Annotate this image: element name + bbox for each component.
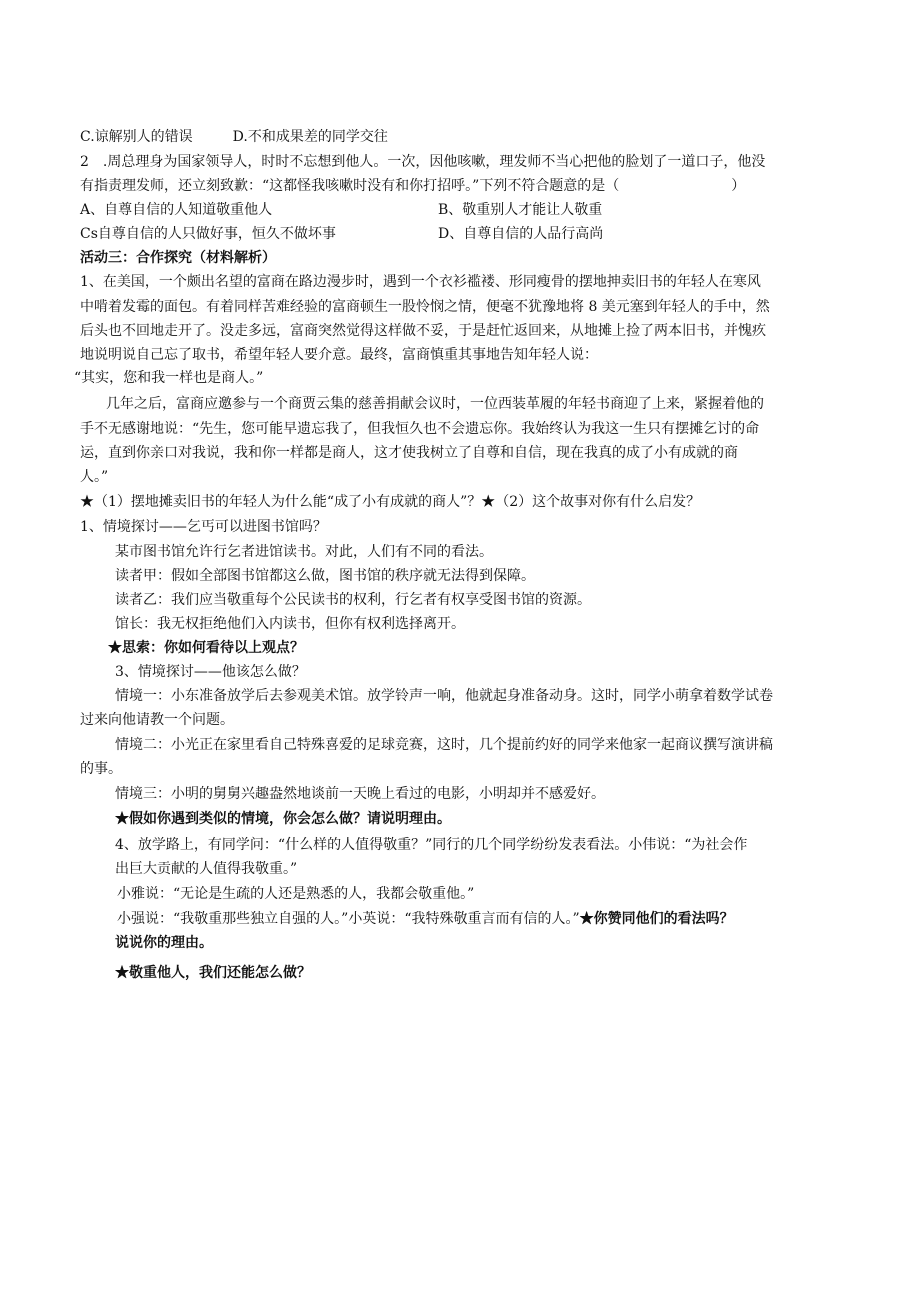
story-p2-line-1: 几年之后，富商应邀参与一个商贾云集的慈善捐献会议时，一位西装革履的年轻书商迎了上来，紧握着他的: [106, 396, 764, 412]
library-line-4: 馆长：我无权拒绝他们入内读书，但你有权利选择离开。: [115, 616, 465, 632]
q2-option-c: Cs自尊自信的人只做好事，恒久不做坏事: [80, 226, 336, 242]
q1-option-d: D.不和成果差的同学交往: [232, 129, 388, 145]
q4-line-1: 4、放学路上，有同学问：“什么样的人值得敬重？”同行的几个同学纷纷发表看法。小伟说：“为社会作: [115, 837, 748, 853]
library-line-3: 读者乙：我们应当敬重每个公民读书的权利，行乞者有权享受图书馆的资源。: [115, 592, 591, 608]
q2-option-b: B、敬重别人才能让人敬重: [438, 202, 603, 218]
q4-line-3: 小雅说：“无论是生疏的人还是熟悉的人，我都会敬重他。”: [117, 886, 475, 902]
library-title: 1、情境探讨——乞丐可以进图书馆吗？: [80, 519, 327, 535]
story-quote: “其实，您和我一样也是商人。”: [74, 370, 264, 386]
story-p1-line-4: 地说明说自己忘了取书，希望年轻人要介意。最终，富商慎重其事地告知年轻人说：: [80, 347, 598, 363]
final-question: ★敬重他人，我们还能怎么做？: [115, 965, 311, 981]
scenario3-line: 情境三：小明的舅舅兴趣盎然地谈前一天晚上看过的电影，小明却并不感爱好。: [115, 786, 605, 802]
story-p1-line-3: 后头也不回地走开了。没走多远，富商突然觉得这样做不妥，于是赶忙返回来，从地摊上捡了两本旧书，并愧疚: [80, 323, 766, 339]
story-p2-line-4: 人。”: [80, 469, 109, 485]
q4-line-4-question: ★你赞同他们的看法吗？: [579, 911, 734, 927]
library-line-1: 某市图书馆允许行乞者进馆读书。对此，人们有不同的看法。: [115, 544, 493, 560]
library-think: ★思索：你如何看待以上观点？: [108, 640, 304, 656]
q2-option-d: D、自尊自信的人品行高尚: [438, 226, 604, 242]
scenario-title: 3、情境探讨——他该怎么做？: [115, 664, 306, 680]
scenario1-line-1: 情境一：小东准备放学后去参观美术馆。放学铃声一响，他就起身准备动身。这时，同学小萌拿着数学试卷: [115, 688, 773, 704]
q2-stem-line-1: 2 .周总理身为国家领导人，时时不忘想到他人。一次，因他咳嗽，理发师不当心把他的脸划了一道口子，他没: [80, 154, 766, 170]
library-line-2: 读者甲：假如全部图书馆都这么做，图书馆的秩序就无法得到保障。: [115, 568, 535, 584]
story-questions: ★（1）摆地摊卖旧书的年轻人为什么能“成了小有成就的商人”？★（2）这个故事对你有什么启发？: [80, 494, 701, 510]
scenario2-line-2: 的事。: [80, 761, 122, 777]
story-p1-line-1: 1、在美国，一个颇出名望的富商在路边漫步时，遇到一个衣衫褴褛、形同瘦骨的摆地抻卖旧书的年轻人在寒风: [80, 274, 761, 290]
q4-line-4: [117, 908, 734, 931]
q1-options-line: [80, 126, 388, 149]
scenario2-line-1: 情境二：小光正在家里看自己特殊喜爱的足球竞赛，这时，几个提前约好的同学来他家一起商议撰写演讲稿: [115, 737, 773, 753]
q1-option-c: C.谅解别人的错误: [80, 129, 193, 145]
story-p2-line-2: 手不无感谢地说：“先生，您可能早遗忘我了，但我恒久也不会遗忘你。我始终认为我这一生只有摆摊乞讨的命: [80, 421, 760, 437]
q4-line-4-text: 小强说：“我敬重那些独立自强的人。”小英说：“我特殊敬重言而有信的人。”: [117, 911, 580, 927]
activity3-title: 活动三：合作探究（材料解析）: [80, 250, 276, 266]
q4-line-2: 出巨大贡献的人值得我敬重。”: [115, 861, 298, 877]
q4-line-5: 说说你的理由。: [115, 935, 213, 951]
scenario1-line-2: 过来向他请教一个问题。: [80, 712, 234, 728]
q2-option-a: A、自尊自信的人知道敬重他人: [80, 202, 273, 218]
story-p2-line-3: 运，直到你亲口对我说，我和你一样都是商人，这才使我树立了自尊和自信，现在我真的成了小有成就的商: [80, 445, 738, 461]
story-p1-line-2: 中啃着发霉的面包。有着同样苦难经验的富商顿生一股怜悯之情，便毫不犹豫地将 8 美元塞到年轻人的手中，然: [80, 299, 770, 315]
scenario-question: ★假如你遇到类似的情境，你会怎么做？请说明理由。: [115, 811, 451, 827]
q2-stem-line-2: 有指责理发师，还立刻致歉：“这都怪我咳嗽时没有和你打招呼。”下列不符合题意的是（ ）: [80, 178, 746, 194]
